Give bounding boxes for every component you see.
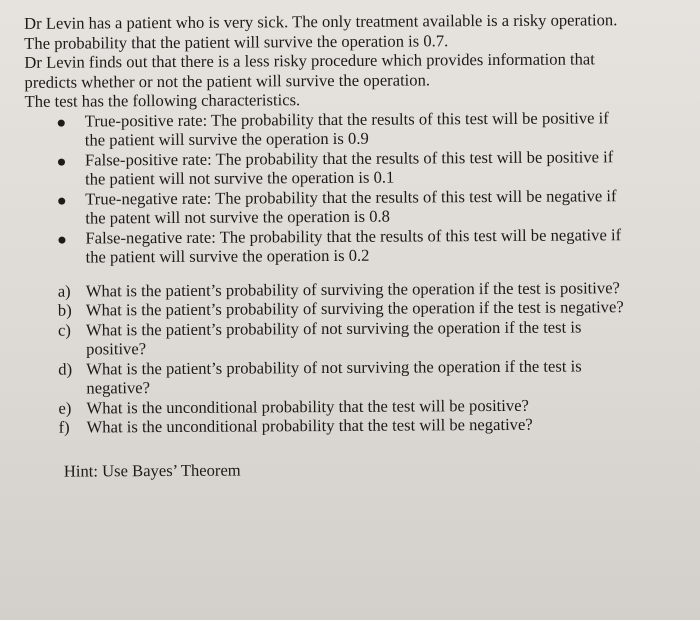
question-text: What is the unconditional probability that the test will be negative?	[86, 414, 533, 437]
list-item-line: the patent will not survive the operation is 0.8	[85, 206, 391, 228]
question-text: What is the patient’s probability of surviving the operation if the test is negative?	[85, 297, 624, 320]
bullet-icon	[58, 236, 65, 243]
intro-line: Dr Levin finds out that there is a less risky procedure which provides information that	[24, 49, 595, 72]
intro-line: predicts whether or not the patient will survive the operation.	[24, 69, 431, 92]
list-item-line: True-negative rate: The probability that the results of this test will be negative if	[85, 185, 617, 208]
question-marker: d)	[58, 359, 73, 379]
list-item-line: the patient will survive the operation is 0.9	[84, 128, 369, 150]
question-marker: a)	[57, 281, 71, 301]
list-item	[25, 185, 687, 228]
bullet-icon	[58, 119, 65, 126]
questions-list	[26, 277, 689, 437]
question-text: negative?	[86, 378, 151, 398]
question-text: What is the patient’s probability of not surviving the operation if the test is	[86, 355, 582, 378]
question-text: What is the unconditional probability that the test will be positive?	[86, 395, 529, 417]
question-marker: c)	[57, 320, 71, 340]
question-text: What is the patient’s probability of not surviving the operation if the test is	[85, 316, 582, 339]
intro-line: Dr Levin has a patient who is very sick. The only treatment available is a risky operation.	[24, 10, 618, 33]
question-marker: b)	[57, 300, 72, 320]
test-characteristics-list	[25, 107, 688, 267]
question-text: What is the patient’s probability of surviving the operation if the test is positive?	[85, 277, 620, 300]
question-text: positive?	[86, 339, 147, 359]
intro-paragraph	[24, 10, 687, 112]
list-item	[25, 224, 687, 267]
intro-line: The probability that the patient will survive the operation is 0.7.	[24, 30, 449, 53]
hint-text: Hint: Use Bayes’ Theorem	[63, 460, 241, 481]
list-item	[25, 146, 687, 189]
question-marker: e)	[58, 398, 72, 418]
list-item-line: the patient will not survive the operation is 0.1	[85, 167, 395, 189]
question-marker: f)	[58, 417, 70, 437]
question-item	[26, 316, 688, 359]
bullet-icon	[58, 158, 65, 165]
list-item-line: True-positive rate: The probability that the results of this test will be positive if	[84, 107, 609, 130]
intro-line: The test has the following characteristics.	[24, 90, 301, 111]
list-item	[25, 107, 687, 150]
list-item-line: the patient will survive the operation is 0.2	[85, 245, 370, 267]
bullet-icon	[58, 197, 65, 204]
question-item	[26, 355, 688, 398]
list-item-line: False-negative rate: The probability that the results of this test will be negative if	[85, 224, 622, 247]
question-item	[27, 414, 689, 438]
list-item-line: False-positive rate: The probability that the results of this test will be positive if	[84, 146, 614, 169]
